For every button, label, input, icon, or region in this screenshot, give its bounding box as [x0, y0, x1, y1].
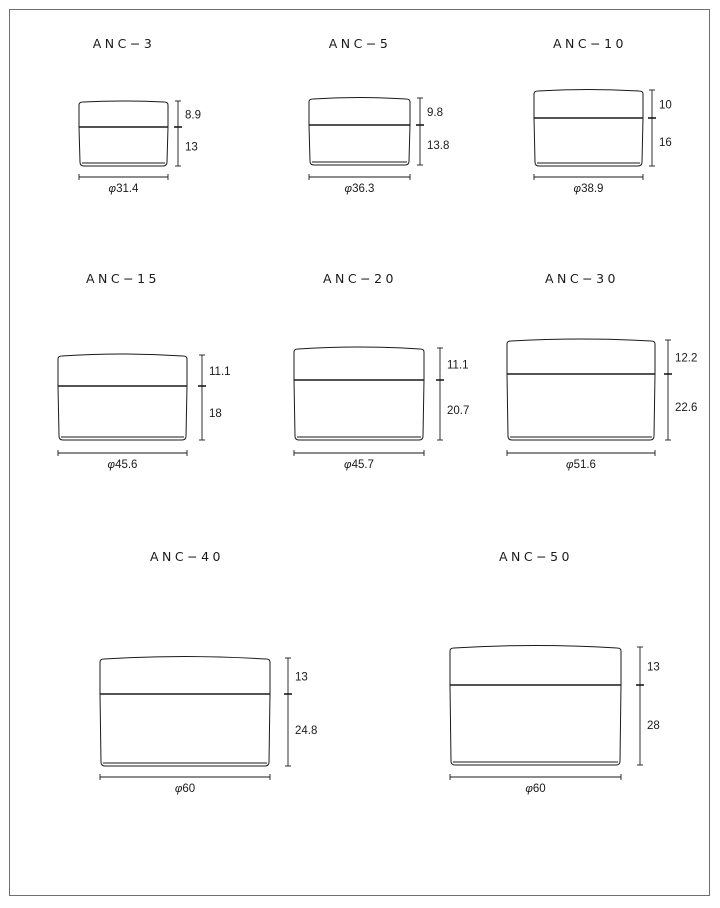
model-title: ANC−50: [498, 549, 574, 564]
diameter-symbol: φ: [566, 459, 574, 471]
body-height-label: 20.7: [447, 405, 470, 417]
jar-model: [294, 271, 469, 471]
jar-cap: [79, 101, 168, 127]
jar-cap: [100, 657, 270, 695]
model-title: ANC−5: [328, 36, 392, 51]
diameter-label: [525, 783, 545, 795]
model-title: ANC−10: [552, 36, 628, 51]
jar-model: [58, 271, 231, 471]
model-title: ANC−15: [85, 271, 161, 286]
diameter-value: 60: [532, 783, 546, 795]
cap-height-label: 11.1: [209, 366, 231, 378]
model-title: ANC−40: [149, 549, 225, 564]
body-height-label: 16: [659, 137, 672, 149]
jar-body: [450, 685, 621, 765]
cap-height-label: 13: [647, 661, 660, 674]
jar-cap: [294, 347, 424, 380]
jar-cap: [58, 354, 187, 386]
jar-body: [534, 118, 643, 166]
diameter-label: [175, 783, 195, 795]
jar-body: [58, 386, 187, 440]
diameter-value: 51.6: [573, 459, 596, 471]
jar-model: [507, 271, 697, 471]
body-height-label: 22.6: [675, 402, 698, 414]
body-height-label: 18: [209, 408, 222, 420]
diameter-value: 38.9: [581, 183, 604, 195]
jar-model: [309, 36, 449, 195]
jar-cap: [309, 98, 410, 126]
jar-cap: [450, 646, 621, 686]
cap-height-label: 11.1: [447, 359, 469, 372]
cap-height-label: 9.8: [427, 107, 443, 119]
diameter-symbol: φ: [525, 783, 533, 795]
jar-model: [100, 549, 317, 795]
jar-body: [309, 125, 410, 165]
jar-model: [450, 549, 660, 795]
diameter-symbol: φ: [573, 183, 582, 195]
jar-body: [507, 374, 655, 440]
diameter-symbol: φ: [174, 783, 183, 795]
jar-body: [100, 694, 270, 766]
model-title: ANC−20: [322, 271, 398, 286]
diameter-label: [566, 459, 596, 471]
diameter-label: [109, 183, 140, 195]
model-title: ANC−30: [544, 271, 620, 286]
jar-model: [79, 36, 201, 195]
cap-height-label: 10: [659, 99, 672, 112]
diameter-label: [574, 183, 604, 195]
model-title: ANC−3: [92, 36, 156, 51]
jar-body: [294, 380, 424, 440]
body-height-label: 13: [185, 141, 198, 154]
cap-height-label: 13: [295, 671, 308, 684]
cap-height-label: 12.2: [675, 352, 698, 365]
diameter-symbol: φ: [108, 183, 117, 195]
diameter-value: 45.7: [351, 459, 374, 471]
body-height-label: 28: [647, 720, 660, 732]
diameter-symbol: φ: [107, 459, 116, 471]
diameter-value: 36.3: [352, 183, 375, 195]
cap-height-label: 8.9: [185, 109, 201, 122]
diameter-symbol: φ: [344, 183, 353, 195]
diameter-label: [108, 459, 138, 471]
body-height-label: 13.8: [427, 140, 450, 152]
diameter-value: 45.6: [115, 459, 138, 471]
diameter-symbol: φ: [344, 459, 352, 471]
diameter-label: [345, 183, 375, 195]
jar-cap: [534, 90, 643, 119]
jar-body: [79, 127, 168, 166]
body-height-label: 24.8: [295, 725, 318, 737]
diameter-value: 31.4: [116, 183, 139, 195]
jar-cap: [507, 339, 655, 374]
diameter-label: [344, 459, 374, 471]
diameter-value: 60: [182, 783, 196, 795]
jar-model: [534, 36, 672, 195]
